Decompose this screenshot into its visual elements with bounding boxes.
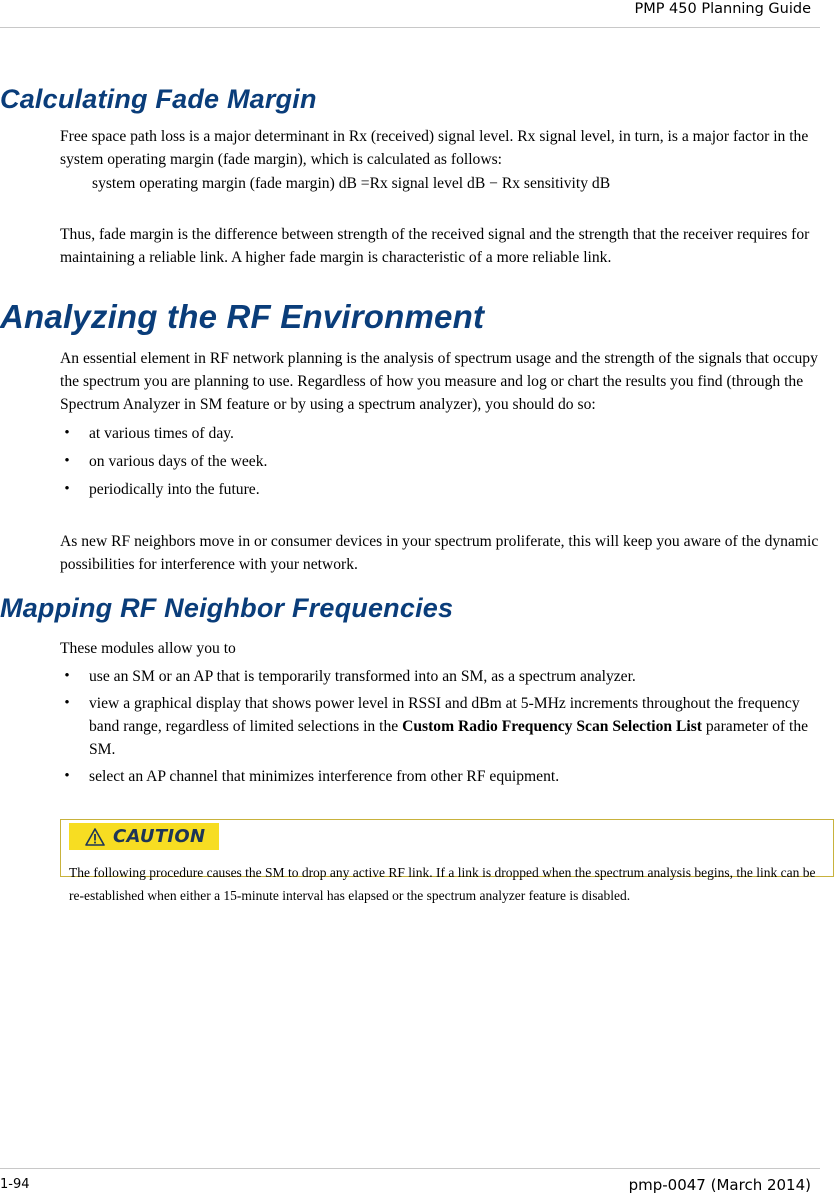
list-item: • select an AP channel that minimizes interference from other RF equipment. xyxy=(60,765,828,788)
rf-environment-conclusion: As new RF neighbors move in or consumer devices in your spectrum proliferate, this will keep you aware of the dynamic possibilities for interference with your network. xyxy=(60,533,819,573)
warning-triangle-icon xyxy=(85,828,105,846)
list-item: • view a graphical display that shows power level in RSSI and dBm at 5-MHz increments throughout the frequency band range, regardless of limited selections in the Custom Radio Frequency Scan Selection List parameter of the SM. xyxy=(60,692,828,761)
list-item: • use an SM or an AP that is temporarily transformed into an SM, as a spectrum analyzer. xyxy=(60,665,828,688)
bullet-icon: • xyxy=(64,425,70,441)
fade-margin-intro: Free space path loss is a major determinant in Rx (received) signal level. Rx signal level, in turn, is a major factor in the system operating margin (fade margin), which is calculated as follows: xyxy=(60,128,809,168)
page-header-title: PMP 450 Planning Guide xyxy=(634,1,811,17)
caution-badge xyxy=(69,823,219,850)
fade-margin-conclusion: Thus, fade margin is the difference between strength of the received signal and the strength that the receiver requires for maintaining a reliable link. A higher fade margin is characteristic of a more reliable link. xyxy=(60,226,810,266)
mapping-intro: These modules allow you to xyxy=(60,640,236,657)
fade-margin-formula: system operating margin (fade margin) dB =Rx signal level dB − Rx sensitivity dB xyxy=(92,175,611,192)
heading-analyzing-rf-environment: Analyzing the RF Environment xyxy=(0,298,485,335)
bullet-icon: • xyxy=(64,695,70,711)
bullet-icon: • xyxy=(64,668,70,684)
footer-divider xyxy=(0,1168,820,1169)
page-number: 1-94 xyxy=(0,1177,30,1192)
parameter-name: Custom Radio Frequency Scan Selection List xyxy=(402,718,702,735)
list-item: • on various days of the week. xyxy=(60,450,828,473)
caution-text: The following procedure causes the SM to drop any active RF link. If a link is dropped when the spectrum analysis begins, the link can be re-established when either a 15-minute interval has elapsed or the spectrum analyzer feature is disabled. xyxy=(69,865,816,903)
bullet-icon: • xyxy=(64,768,70,784)
list-item: • at various times of day. xyxy=(60,422,828,445)
caution-label: CAUTION xyxy=(113,826,206,847)
rf-environment-intro: An essential element in RF network planning is the analysis of spectrum usage and the strength of the signals that occupy the spectrum you are planning to use. Regardless of how you measure and log or chart the results you find (through the Spectrum Analyzer in SM feature or by using a spectrum analyzer), you should do so: xyxy=(60,350,818,413)
bullet-icon: • xyxy=(64,453,70,469)
document-id: pmp-0047 (March 2014) xyxy=(628,1176,811,1194)
list-item: • periodically into the future. xyxy=(60,478,828,501)
caution-box xyxy=(60,819,834,903)
heading-calculating-fade-margin: Calculating Fade Margin xyxy=(0,84,317,114)
bullet-icon: • xyxy=(64,481,70,497)
heading-mapping-rf-neighbor-frequencies: Mapping RF Neighbor Frequencies xyxy=(0,593,454,623)
header-divider xyxy=(0,27,820,28)
